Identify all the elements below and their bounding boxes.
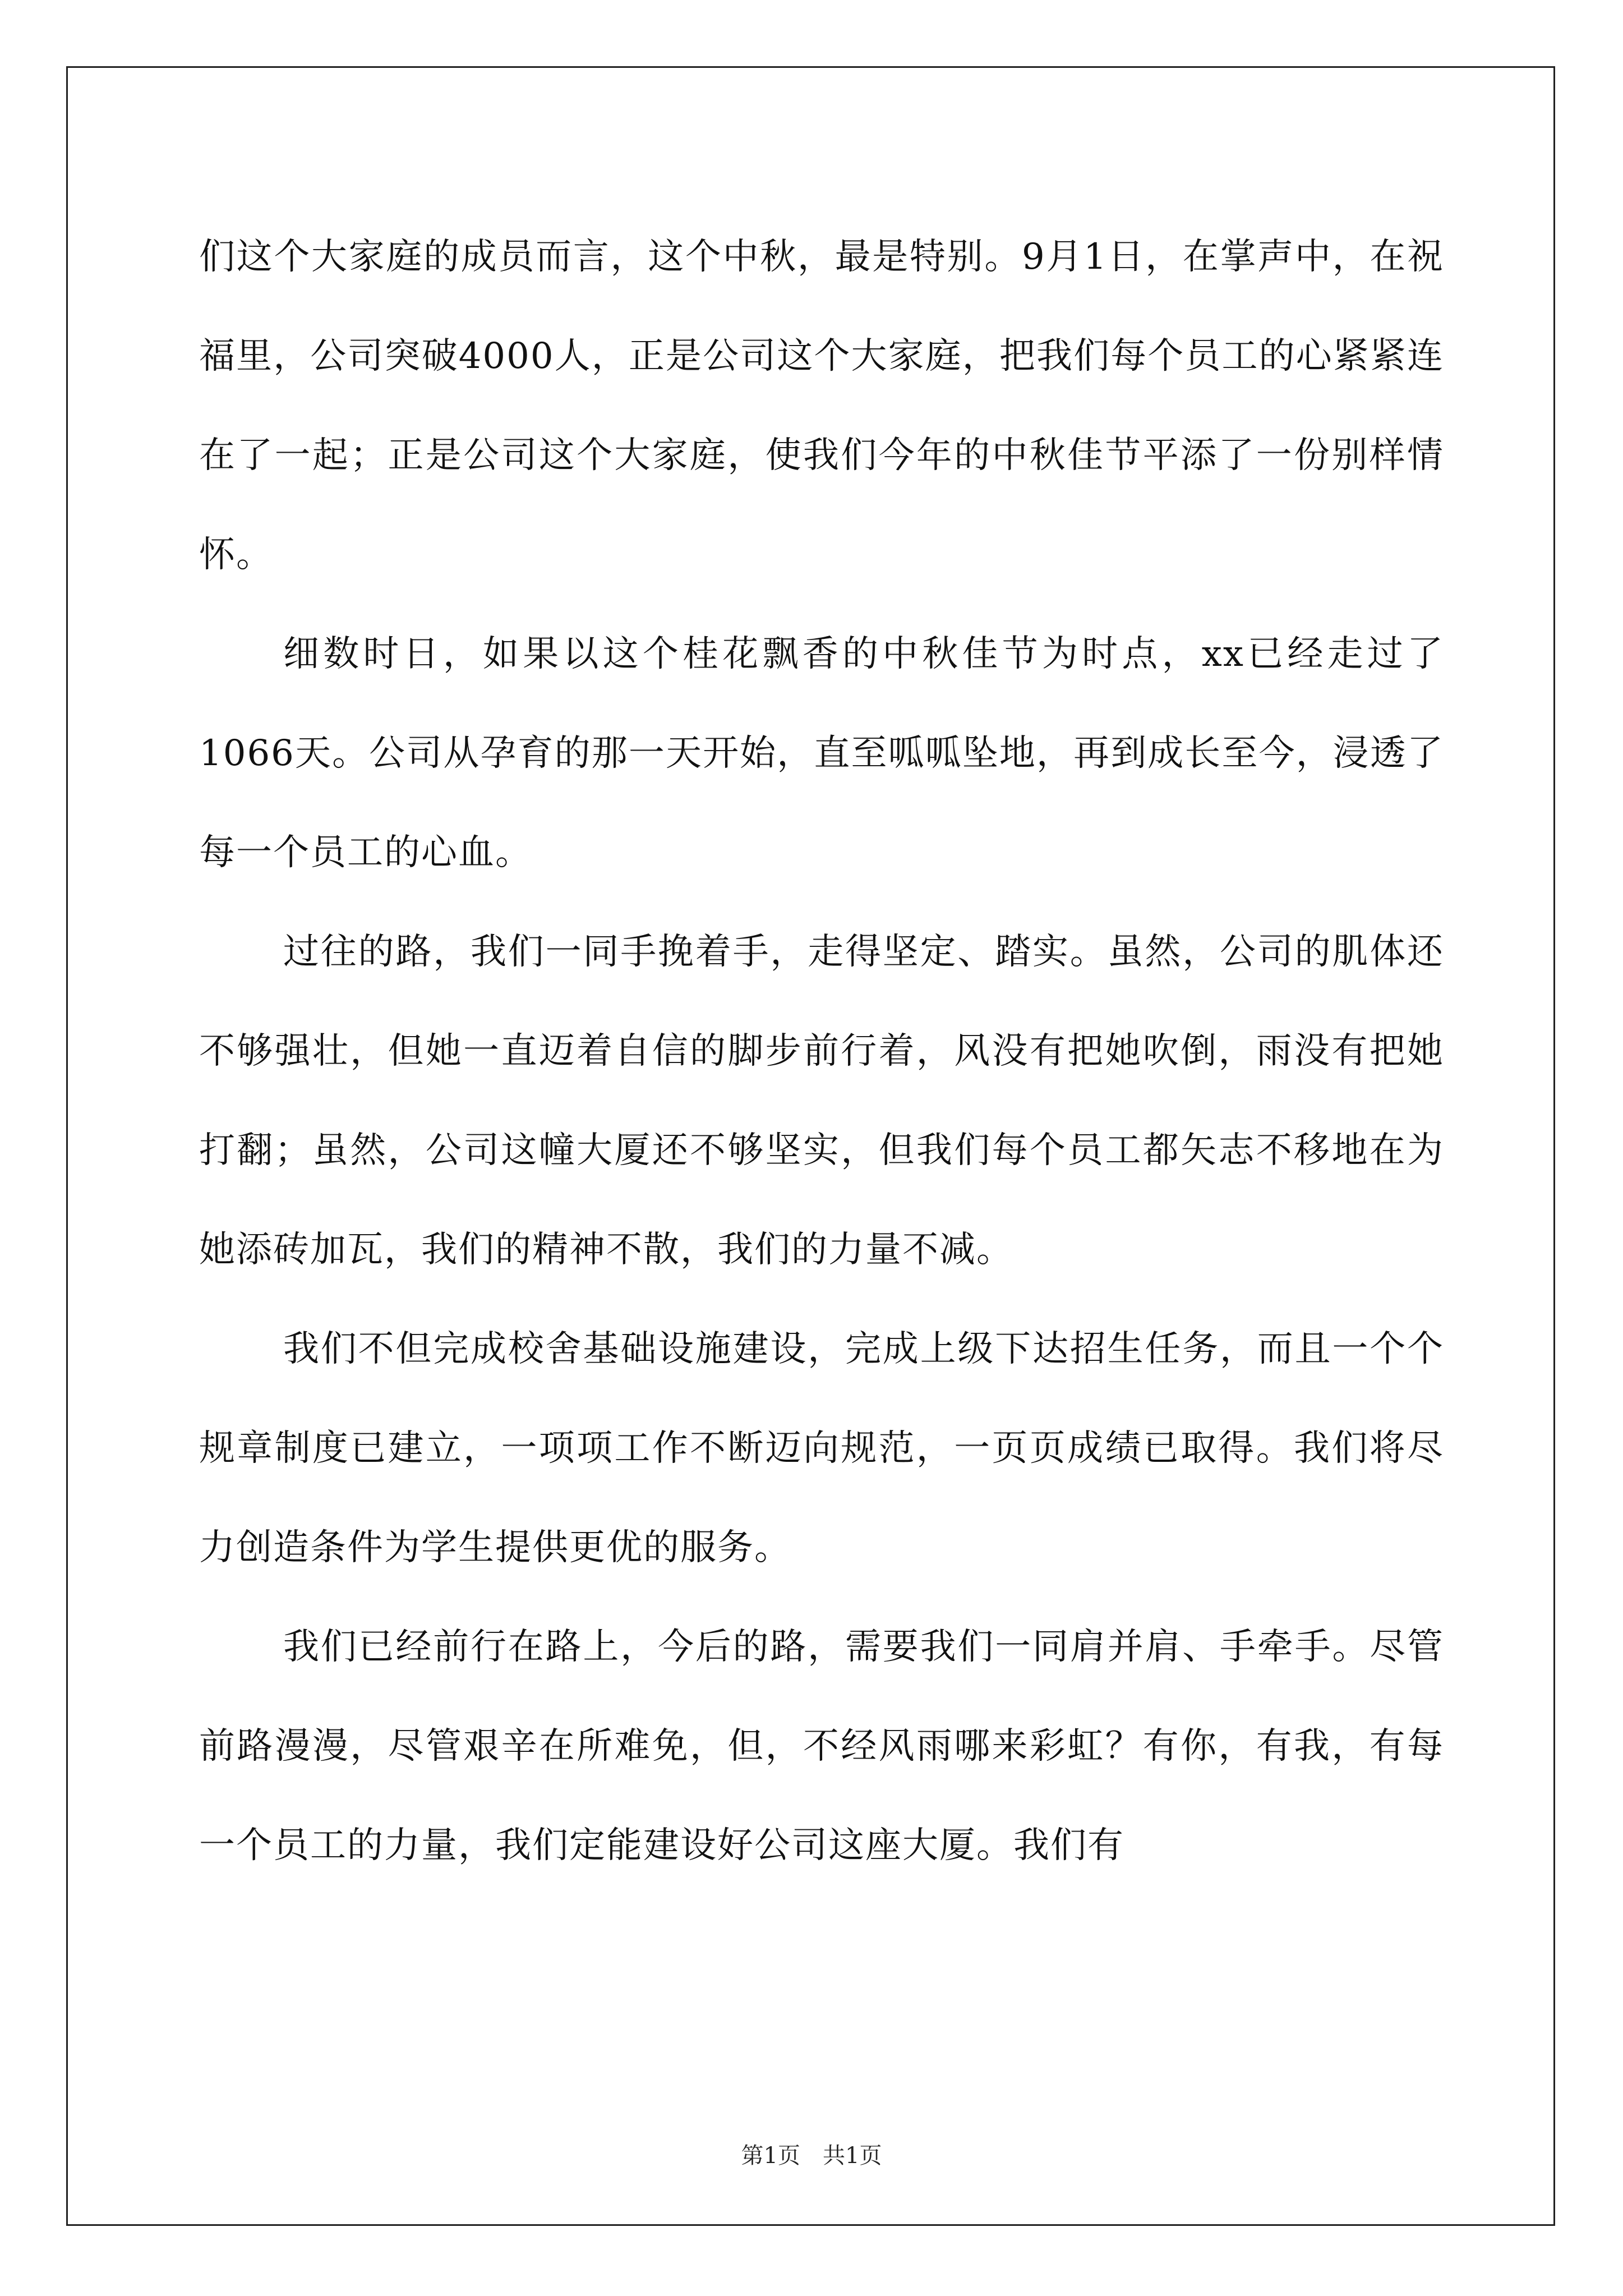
paragraph-2: 细数时日，如果以这个桂花飘香的中秋佳节为时点，xx已经走过了1066天。公司从孕育的那一天开始，直至呱呱坠地，再到成长至今，浸透了每一个员工的心血。 [199, 633, 1444, 873]
paragraph-3: 过往的路，我们一同手挽着手，走得坚定、踏实。虽然，公司的肌体还不够强壮，但她一直迈着自信的脚步前行着，风没有把她吹倒，雨没有把她打翻；虽然，公司这幢大厦还不够坚实，但我们每个员工都矢志不移地在为她添砖加瓦，我们的精神不散，我们的力量不减。 [199, 931, 1444, 1271]
paragraph-5: 我们已经前行在路上，今后的路，需要我们一同肩并肩、手牵手。尽管前路漫漫，尽管艰辛在所难免，但，不经风雨哪来彩虹？有你，有我，有每一个员工的力量，我们定能建设好公司这座大厦。我们有 [199, 1626, 1444, 1866]
paragraph-1: 们这个大家庭的成员而言，这个中秋，最是特别。9月1日，在掌声中，在祝福里，公司突破4000人，正是公司这个大家庭，把我们每个员工的心紧紧连在了一起；正是公司这个大家庭，使我们今年的中秋佳节平添了一份别样情怀。 [199, 236, 1444, 576]
page-number-footer: 第1页 共1页 [741, 2143, 882, 2169]
paragraph-4: 我们不但完成校舍基础设施建设，完成上级下达招生任务，而且一个个规章制度已建立，一项项工作不断迈向规范，一页页成绩已取得。我们将尽力创造条件为学生提供更优的服务。 [199, 1328, 1444, 1568]
document-body [199, 208, 1444, 1895]
